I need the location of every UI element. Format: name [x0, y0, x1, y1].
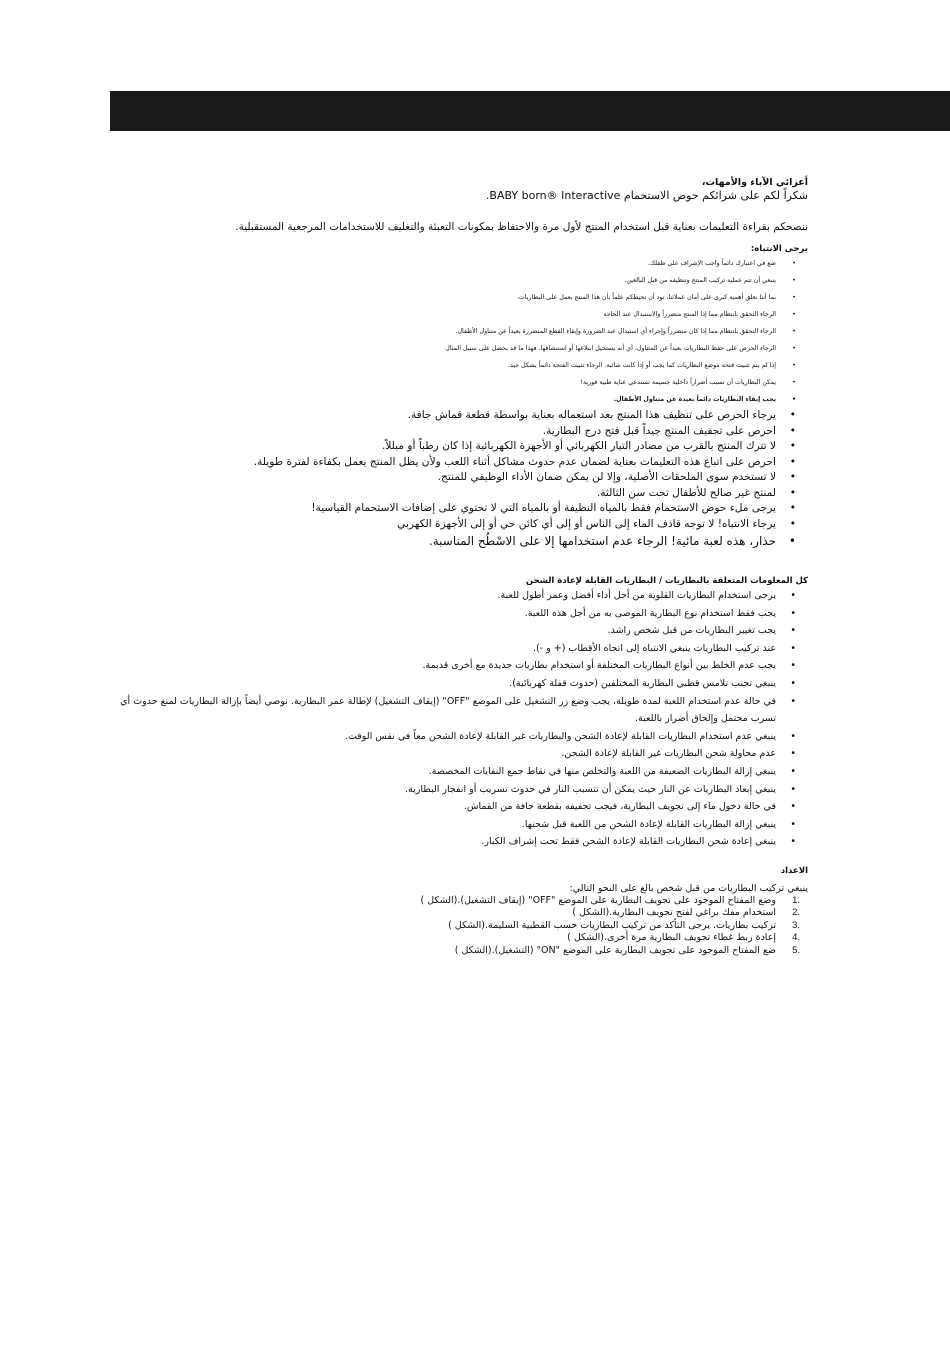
list-item: • ينبغي إبعاد البطاريات عن النار حيث يمكن أن تتسبب النار في حدوث تسريب أو انفجار البطارية.	[108, 781, 808, 799]
list-item: • لا تترك المنتج بالقرب من مصادر التيار الكهربائي أو الأجهزة الكهربائية إذا كان رطباً أو مبللاً.	[108, 439, 808, 455]
list-item: • عدم محاولة شحن البطاريات غير القابلة لإعادة الشحن.	[108, 745, 808, 763]
step-number: 2.	[792, 907, 800, 919]
list-item: • يرجى ملء حوض الاستحمام فقط بالمياه النظيفة أو بالمياه التي لا تحتوي على إضافات الاستحمام القياسية!	[108, 501, 808, 517]
list-item: • لا تستخدم سوى الملحقات الأصلية، وإلا لن يمكن ضمان الأداء الوظيفي للمنتج.	[108, 470, 808, 486]
step-number: 5.	[792, 944, 800, 956]
header-bar	[110, 91, 950, 131]
list-item: • احرص على اتباع هذه التعليمات بعناية لضمان عدم حدوث مشاكل أثناء اللعب ولأن يظل المنتج يعمل بكفاءة لفترة طويلة.	[108, 455, 808, 471]
list-item: • بما أننا نعلق أهمية كبرى على أمان عملائنا، نود أن نحيطكم علماً بأن هذا المنتج يعمل على البطاريات.	[108, 289, 808, 306]
intro-paragraph: ننصحكم بقراءة التعليمات بعناية قبل استخدام المنتج لأول مرة والاحتفاظ بمكونات التعبئة والتغليف للاستخدامات المرجعية المستقبلية.	[235, 221, 808, 233]
list-item: • يرجاء الانتباه! لا توجه قاذف الماء إلى الناس أو إلى أي كائن حي أو إلى الأجهزة الكهربي	[108, 517, 808, 533]
list-item: • إذا لم يتم تثبيت فتحة موضع البطاريات كما يجب أو إذا كانت شائبة. الرجاء تثبيت الفتحة دائماً بشكل جيد.	[108, 357, 808, 374]
list-item: • عند تركيب البطاريات ينبغي الانتباه إلى اتجاه الأقطاب (+ و -).	[108, 640, 808, 658]
step-text: تركيب بطاريات. يرجى التأكد من تركيب البطاريات حسب القطبية السليمة.(الشكل )	[448, 919, 776, 931]
step-item	[108, 920, 808, 932]
list-item: • يرجاء الحرص على تنظيف هذا المنتج بعد استعماله بعناية بواسطة قطعة قماش جافة.	[108, 408, 808, 424]
instruction-page	[108, 176, 808, 957]
list-item: • ينبغي أن تتم عملية تركيب المنتج وتنظيفه من قبل البالغين.	[108, 272, 808, 289]
step-item	[108, 945, 808, 957]
list-item: • في حالة دخول ماء إلى تجويف البطارية، فيجب تجفيفه بقطعة جافة من القماش.	[108, 798, 808, 816]
list-item: • يجب فقط استخدام نوع البطارية الموصى به من أجل هذه اللعبة.	[108, 605, 808, 623]
list-item: • احرص على تجفيف المنتج جيداً قبل فتح درج البطارية.	[108, 424, 808, 440]
step-number: 1.	[792, 894, 800, 906]
list-item: • ينبغي تجنب تلامس قطبي البطارية المختلفين (حدوث قفلة كهربائية).	[108, 675, 808, 693]
list-item: • الرجاء الحرص على حفظ البطاريات بعيداً عن المتناول، أي أنه يستحيل ابتلاعها أو استنشاقها. فهذا ما قد يحصل على سبيل المثال	[108, 340, 808, 357]
list-item: • في حالة عدم استخدام اللعبة لمدة طويلة، يجب وضع زر التشغيل على الموضع "OFF" (إيقاف التشغيل) لإطالة عمر البطارية. نوصي أيضاً بإزالة البطاريات لمنع حدوث أي تسرب محتمل وإلحاق أضرار باللعبة.	[108, 693, 808, 728]
step-number: 4.	[792, 932, 800, 944]
list-item: • يجب تغيير البطاريات من قبل شخص راشد.	[108, 622, 808, 640]
step-item	[108, 932, 808, 944]
battery-heading: كل المعلومات المتعلقة بالبطاريات / البطاريات القابلة لإعادة الشحن	[525, 576, 808, 586]
attention-heading: يرجى الانتباه:	[750, 244, 808, 254]
attention-list	[108, 408, 808, 550]
greeting-title: أعزائي الآباء والأمهات،	[701, 177, 808, 188]
list-item: • ينبغي إزالة البطاريات الضعيفة من اللعبة والتخلص منها في نقاط جمع النفايات المخصصة.	[108, 763, 808, 781]
attention-list-small	[108, 255, 808, 408]
step-text: وضع المفتاح الموجود على تجويف البطارية على الموضع "OFF" (إيقاف التشغيل).(الشكل )	[420, 894, 776, 906]
list-item: • ينبغي إزالة البطاريات القابلة لإعادة الشحن من اللعبة قبل شحنها.	[108, 816, 808, 834]
list-item-bold: • يجب إبقاء البطاريات دائماً بعيدة عن متناول الأطفال.	[108, 391, 808, 408]
list-item: • ضع في اعتبارك دائماً واجب الإشراف على طفلك.	[108, 255, 808, 272]
setup-steps	[108, 895, 808, 957]
greeting-text: شكراً لكم على شرائكم حوض الاستحمام BABY born® Interactive.	[485, 189, 808, 202]
battery-list	[108, 587, 808, 851]
list-item: • يجب عدم الخلط بين أنواع البطاريات المختلفة أو استخدام بطاريات جديدة مع أخرى قديمة.	[108, 657, 808, 675]
step-text: إعادة ربط غطاء تجويف البطارية مرة أخرى.(الشكل )	[567, 932, 776, 944]
step-item	[108, 907, 808, 919]
step-text: استخدام مفك براغي لفتح تجويف البطارية.(الشكل )	[572, 907, 776, 919]
step-text: ضع المفتاح الموجود على تجويف البطارية على الموضع "ON" (التشغيل).(الشكل )	[454, 944, 776, 956]
list-item: • يمكن البطاريات أن تسبب أضراراً داخلية جسيمة تستدعي عناية طبية فورية!	[108, 374, 808, 391]
setup-intro: ينبغي تركيب البطاريات من قبل شخص بالغ على النحو التالي:	[569, 882, 808, 894]
step-item	[108, 895, 808, 907]
list-item: • يرجى استخدام البطاريات القلوية من أجل أداء أفضل وعمر أطول للعبة.	[108, 587, 808, 605]
list-item: • لمنتج غير صالح للأطفال تحت سن الثالثة.	[108, 486, 808, 502]
step-number: 3.	[792, 919, 800, 931]
list-item: • ينبغي عدم استخدام البطاريات القابلة لإعادة الشحن والبطاريات غير القابلة لإعادة الشحن معاً في نفس الوقت.	[108, 728, 808, 746]
list-item: • الرجاء التحقق بانتظام مما إذا كان متضرراً وإجراء أي استبدال عند الضرورة وإبقاء القطع المتضررة بعيداً عن متناول الأطفال.	[108, 323, 808, 340]
setup-heading: الاعداد	[780, 865, 808, 876]
list-item: • الرجاء التحقق بانتظام مما إذا المنتج متضرراً والاستبدال عند الحاجة	[108, 306, 808, 323]
list-item: • ينبغي إعادة شحن البطاريات القابلة لإعادة الشحن فقط تحت إشراف الكبار.	[108, 833, 808, 851]
warning-item: • حذار، هذه لعبة مائية! الرجاء عدم استخدامها إلا على الاسْطُح المناسبة.	[108, 532, 808, 550]
